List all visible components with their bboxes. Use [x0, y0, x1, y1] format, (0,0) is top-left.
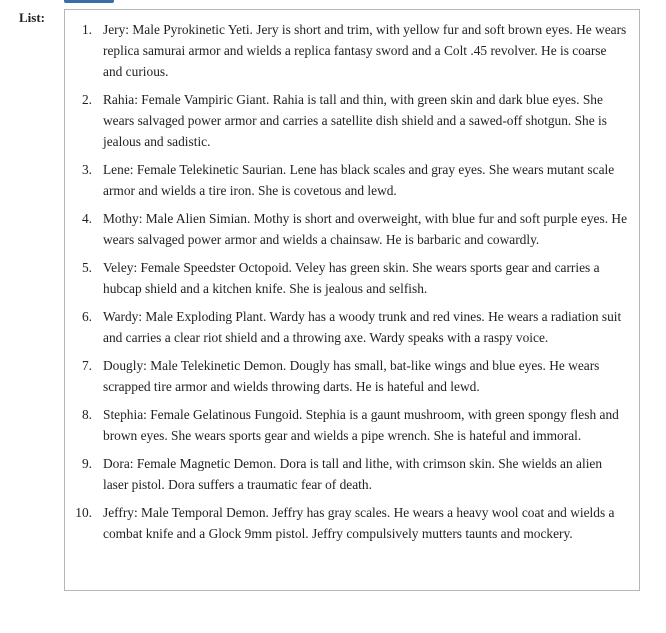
list-item-text: Lene: Female Telekinetic Saurian. Lene has black scales and gray eyes. She wears mutant scale armor and wields a tire iron. She is covetous and lewd.: [103, 162, 615, 198]
list-item-number: 7.: [81, 358, 92, 373]
list-label: List:: [19, 10, 45, 25]
list-item-number: 10.: [75, 505, 92, 520]
character-list: [65, 10, 639, 544]
list-item: [65, 208, 629, 250]
list-item-number: 9.: [81, 456, 92, 471]
top-tab-indicator: [64, 0, 114, 3]
list-item: [65, 453, 629, 495]
list-item-text: Veley: Female Speedster Octopoid. Veley has green skin. She wears sports gear and carries a hubcap shield and a kitchen knife. She is jealous and selfish.: [103, 260, 600, 296]
list-item-number: 2.: [81, 92, 92, 107]
list-item-text: Dora: Female Magnetic Demon. Dora is tall and lithe, with crimson skin. She wields an alien laser pistol. Dora suffers a traumatic fear of death.: [103, 456, 603, 492]
list-item-text: Dougly: Male Telekinetic Demon. Dougly has small, bat-like wings and blue eyes. He wears scrapped tire armor and wields throwing darts. He is hateful and lewd.: [103, 358, 600, 394]
list-item-number: 5.: [81, 260, 92, 275]
list-item: [65, 19, 629, 82]
list-item-text: Rahia: Female Vampiric Giant. Rahia is tall and thin, with green skin and dark blue eyes. She wears salvaged power armor and carries a satellite dish shield and a sawed-off shotgun. She is jealous and sadistic.: [103, 92, 607, 149]
list-item-number: 3.: [81, 162, 92, 177]
list-item: [65, 159, 629, 201]
list-container: [64, 9, 640, 591]
list-item: [65, 306, 629, 348]
list-item-number: 1.: [81, 22, 92, 37]
list-item-number: 6.: [81, 309, 92, 324]
list-item-number: 4.: [81, 211, 92, 226]
list-item-text: Mothy: Male Alien Simian. Mothy is short and overweight, with blue fur and soft purple eyes. He wears salvaged power armor and wields a chainsaw. He is barbaric and cowardly.: [103, 211, 628, 247]
list-item: [65, 502, 629, 544]
list-item-number: 8.: [81, 407, 92, 422]
list-item: [65, 404, 629, 446]
list-item-text: Wardy: Male Exploding Plant. Wardy has a woody trunk and red vines. He wears a radiation suit and carries a clear riot shield and a throwing axe. Wardy speaks with a raspy voice.: [103, 309, 622, 345]
list-item: [65, 355, 629, 397]
list-item-text: Stephia: Female Gelatinous Fungoid. Stephia is a gaunt mushroom, with green spongy flesh and brown eyes. She wears sports gear and wields a pipe wrench. She is hateful and immoral.: [103, 407, 619, 443]
list-item: [65, 89, 629, 152]
list-item-text: Jery: Male Pyrokinetic Yeti. Jery is short and trim, with yellow fur and soft brown eyes. He wears replica samurai armor and wields a replica fantasy sword and a Colt .45 revolver. He is coarse and curious.: [103, 22, 627, 79]
list-item: [65, 257, 629, 299]
list-item-text: Jeffry: Male Temporal Demon. Jeffry has gray scales. He wears a heavy wool coat and wields a combat knife and a Glock 9mm pistol. Jeffry compulsively mutters taunts and mockery.: [103, 505, 615, 541]
